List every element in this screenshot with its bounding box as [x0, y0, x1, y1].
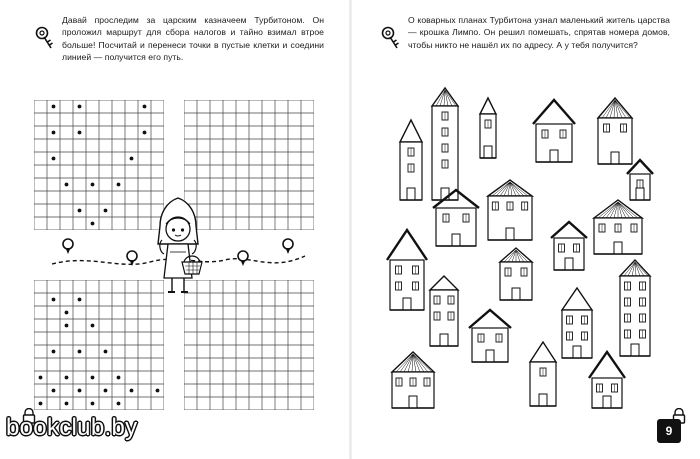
grid-dot: [104, 350, 108, 354]
house[interactable]: [562, 288, 592, 358]
house[interactable]: [533, 100, 575, 162]
grid-dot: [78, 131, 82, 135]
grid-dot: [130, 157, 134, 161]
house[interactable]: [551, 222, 587, 270]
house[interactable]: [387, 230, 427, 310]
grid-dot: [78, 350, 82, 354]
dot-grid-top-left: [34, 100, 164, 230]
grid-dot: [117, 402, 121, 406]
house[interactable]: [400, 120, 422, 200]
grid-dot: [91, 324, 95, 328]
task-text-right: О коварных планах Турбитона узнал маленький житель царства — крошка Лимпо. Он решил помешать, спрятав номера домов, чтобы никто не нашёл их по адресу. А у тебя получится?: [408, 15, 670, 50]
grid-dot: [91, 183, 95, 187]
grid-dot: [78, 298, 82, 302]
grid-dot: [65, 402, 69, 406]
grid-lines: [34, 100, 164, 230]
grid-dot: [143, 105, 147, 109]
map-pin-icon: [238, 251, 248, 266]
grid-dot: [91, 376, 95, 380]
grid-dot: [104, 389, 108, 393]
grid-dot: [65, 311, 69, 315]
girl-illustration: [148, 196, 208, 296]
house[interactable]: [589, 352, 625, 408]
task-text-left: Давай проследим за царским казначеем Турбитоном. Он проложил маршрут для сбора налогов и тайно взимал втрое больше! Посчитай и перенеси точки в пустые клетки и соедини линией — получится его путь.: [62, 15, 324, 63]
watermark: bookclub.by: [6, 414, 138, 441]
grid-dot: [91, 222, 95, 226]
house[interactable]: [480, 98, 496, 158]
house[interactable]: [430, 276, 458, 346]
map-pin-icon: [63, 239, 73, 254]
grid-dot: [65, 376, 69, 380]
house[interactable]: [627, 160, 653, 200]
house[interactable]: [432, 88, 458, 200]
grid-dot: [78, 105, 82, 109]
grid-dot: [52, 105, 56, 109]
house[interactable]: [392, 352, 434, 408]
grid-dot: [52, 131, 56, 135]
grid-dot: [65, 324, 69, 328]
house[interactable]: [620, 260, 650, 356]
grid-dot: [78, 209, 82, 213]
grid-dot: [39, 402, 43, 406]
grid-dot: [130, 389, 134, 393]
grid-dot: [78, 389, 82, 393]
house[interactable]: [488, 180, 532, 240]
grid-dot: [65, 183, 69, 187]
grid-dot: [52, 389, 56, 393]
key-icon: [34, 26, 56, 52]
grid-dot: [52, 157, 56, 161]
grid-dot: [52, 298, 56, 302]
grid-dot: [143, 131, 147, 135]
empty-grid-bottom-right[interactable]: [184, 280, 314, 410]
house[interactable]: [594, 200, 642, 254]
grid-lines: [184, 280, 314, 410]
houses-illustration[interactable]: [380, 80, 680, 412]
map-pin-icon: [127, 251, 137, 266]
house[interactable]: [598, 98, 632, 164]
house[interactable]: [530, 342, 556, 406]
map-pin-icon: [283, 239, 293, 254]
grid-dot: [91, 402, 95, 406]
grid-dot: [117, 183, 121, 187]
grid-dot: [104, 209, 108, 213]
page-number: 9: [657, 419, 681, 443]
grid-dot: [156, 389, 160, 393]
house[interactable]: [469, 310, 511, 362]
house[interactable]: [500, 248, 532, 300]
grid-dot: [117, 376, 121, 380]
dot-grid-bottom-left: [34, 280, 164, 410]
grid-dot: [39, 376, 43, 380]
key-icon: [380, 26, 402, 52]
grid-dot: [52, 350, 56, 354]
